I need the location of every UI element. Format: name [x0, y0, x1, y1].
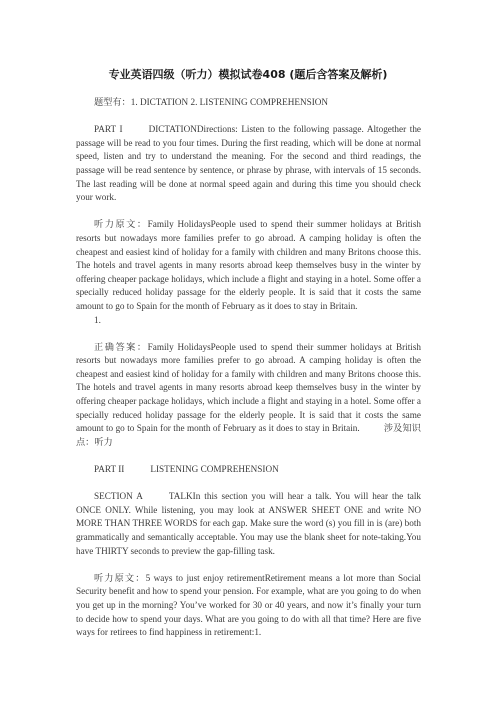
- part1-directions: [76, 123, 421, 205]
- transcript-1-label: 听力原文：: [94, 219, 148, 230]
- transcript-2: [76, 572, 421, 640]
- transcript-2-text: 5 ways to just enjoy retirementRetirement means a lot more than Social Security benefit and how to spend your pension. For example, what are you going to do when you get up in the morning? You’ve worked for 30 or 40 years, and now it’s finally your turn to decide how to spend your days. What are you going to do with all that time? Here are five ways for retirees to find happiness in retirement:1.: [76, 572, 421, 638]
- part1-heading: PART I: [94, 124, 123, 135]
- transcript-1: [76, 218, 421, 313]
- section-a-text: In this section you will hear a talk. You will hear the talk ONCE ONLY. While listening, you may look at ANSWER SHEET ONE and write NO MORE THAN THREE WORDS for each gap. Make sure the word (s) you fill in is (are) both grammatically and semantically acceptable. You may use the blank sheet for note-taking.You have THIRTY seconds to preview the gap-filling task.: [76, 491, 422, 556]
- item-number: 1.: [94, 314, 101, 325]
- section-a: [76, 490, 421, 558]
- question-types-label: 题型有：: [94, 97, 131, 107]
- section-a-heading: SECTION A: [94, 491, 143, 502]
- knowledge-label: 涉及知识点：: [76, 423, 421, 447]
- transcript-1-text: Family HolidaysPeople used to spend their summer holidays at British resorts but nowadays more families prefer to go abroad. A camping holiday is often the cheapest and easiest kind of holiday for a family with children and many Britons choose this. The hotels and travel agents in many resorts abroad keep themselves busy in the winter by offering cheaper package holidays, which include a flight and staying in a hotel. Some offer a specially reduced holiday passage for the elderly people. It is said that it costs the same amount to go to Spain for the month of February as it does to stay in Britain.: [76, 219, 422, 311]
- part2-heading: PART II: [94, 464, 125, 475]
- part2-heading-line: [76, 463, 421, 477]
- answer-block: [76, 341, 421, 450]
- part1-label: DICTATION: [148, 124, 197, 135]
- question-types-list: 1. DICTATION 2. LISTENING COMPREHENSION: [130, 97, 329, 107]
- transcript-2-label: 听力原文：: [94, 572, 146, 583]
- question-types: [76, 96, 421, 110]
- document-body: [76, 96, 421, 640]
- section-a-label: TALK: [168, 491, 193, 502]
- answer-text: Family HolidaysPeople used to spend their summer holidays at British resorts but nowadays more families prefer to go abroad. A camping holiday is often the cheapest and easiest kind of holiday for a family with children and many Britons choose this. The hotels and travel agents in many resorts abroad keep themselves busy in the winter by offering cheaper package holidays, which include a flight and staying in a hotel. Some offer a specially reduced holiday passage for the elderly people. It is said that it costs the same amount to go to Spain for the month of February as it does to stay in Britain.: [76, 341, 422, 434]
- document-title: 专业英语四级（听力）模拟试卷408 (题后含答案及解析): [108, 68, 388, 81]
- part2-label: LISTENING COMPREHENSION: [150, 464, 279, 475]
- answer-label: 正确答案：: [94, 341, 148, 352]
- knowledge-value: 听力: [94, 436, 113, 447]
- part1-directions-text: Directions: Listen to the following passage. Altogether the passage will be read to you four times. During the first reading, which will be done at normal speed, listen and try to understand the meaning. For the second and third readings, the passage will be read sentence by sentence, or phrase by phrase, with intervals of 15 seconds. The last reading will be done at normal speed again and during this time you should check your work.: [76, 124, 421, 203]
